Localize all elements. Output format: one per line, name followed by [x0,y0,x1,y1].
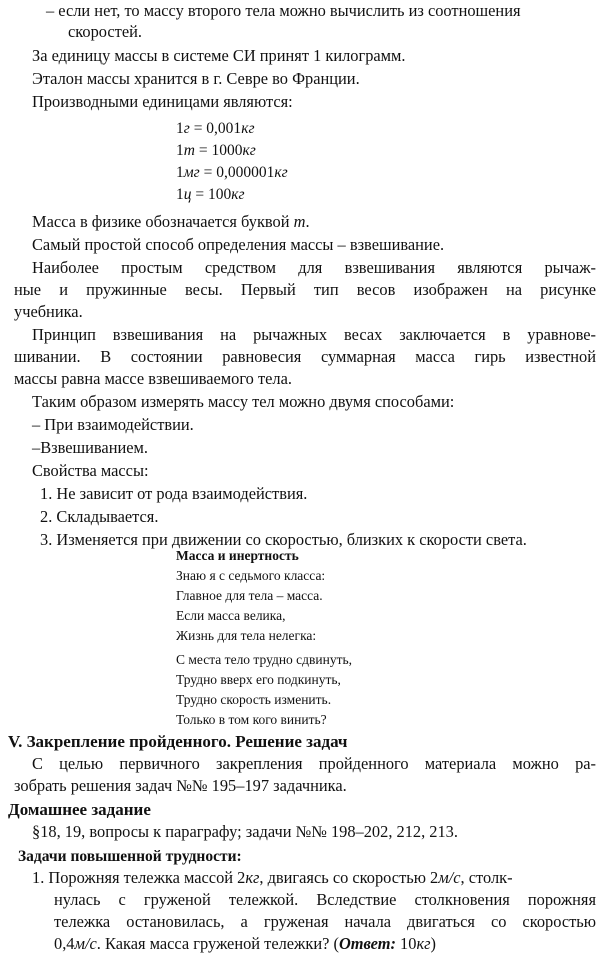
text-line: За единицу массы в системе СИ принят 1 килограмм. [32,46,406,65]
text-line: Масса в физике обозначается буквой m. [32,212,310,231]
text-line: Производными единицами являются: [32,92,293,111]
formula-gram: 1г = 0,001кг [176,120,255,137]
section-heading: V. Закрепление пройденного. Решение задач [8,732,348,751]
poem-line: Главное для тела – масса. [176,588,323,603]
poem-line: Знаю я с седьмого класса: [176,568,326,583]
text-line: зобрать решения задач №№ 195–197 задачника. [14,776,347,795]
poem-line: С места тело трудно сдвинуть, [176,652,353,667]
text-line: Свойства массы: [32,461,149,480]
text-line: учебника. [14,302,83,321]
formula-ton: 1т = 1000кг [176,142,256,159]
text-line: –Взвешиванием. [32,438,148,457]
poem-title: Масса и инертность [176,548,299,563]
text-line: С целью первичного закрепления пройденного материала можно ра- [32,754,596,773]
text-line: Наиболее простым средством для взвешивания являются рычаж- [32,258,596,277]
text-line: Эталон массы хранится в г. Севре во Франции. [32,69,360,88]
text-line: – При взаимодействии. [32,415,194,434]
text-line: Самый простой способ определения массы – взвешивание. [32,235,445,254]
list-item: 2. Складывается. [40,507,159,526]
poem-line: Трудно вверх его подкинуть, [176,672,341,687]
formula-centner: 1ц = 100кг [176,186,245,203]
homework-heading: Домашнее задание [8,800,151,819]
task-line: нулась с груженой тележкой. Вследствие столкновения порожняя [54,890,596,909]
list-item: 1. Не зависит от рода взаимодействия. [40,484,308,503]
text-line: §18, 19, вопросы к параграфу; задачи №№ 198–202, 212, 213. [32,822,458,841]
task-line: тележка остановилась, а груженая начала двигаться со скоростью [54,912,596,931]
text-line: массы равна массе взвешиваемого тела. [14,369,292,388]
hard-tasks-heading: Задачи повышенной трудности: [18,848,242,865]
poem-line: Только в том кого винить? [176,712,327,727]
poem-line: Жизнь для тела нелегка: [176,628,317,643]
poem-line: Трудно скорость изменить. [176,692,332,707]
task-line: 1. Порожняя тележка массой 2кг, двигаясь со скоростью 2м/с, столк- [32,868,513,887]
text-line: – если нет, то массу второго тела можно вычислить из соотношения [46,1,521,20]
text-line: шивании. В состоянии равновесия суммарная масса гирь известной [14,347,596,366]
text-line: скоростей. [68,22,142,41]
task-line: 0,4м/с. Какая масса груженой тележки? (Ответ: 10кг) [54,934,436,953]
poem-line: Если масса велика, [176,608,286,623]
text-line: ные и пружинные весы. Первый тип весов изображен на рисунке [14,280,596,299]
text-line: Принцип взвешивания на рычажных весах заключается в уравнове- [32,325,596,344]
list-item: 3. Изменяется при движении со скоростью, близких к скорости света. [40,530,527,549]
text-line: Таким образом измерять массу тел можно двумя способами: [32,392,455,411]
formula-milligram: 1мг = 0,000001кг [176,164,288,181]
